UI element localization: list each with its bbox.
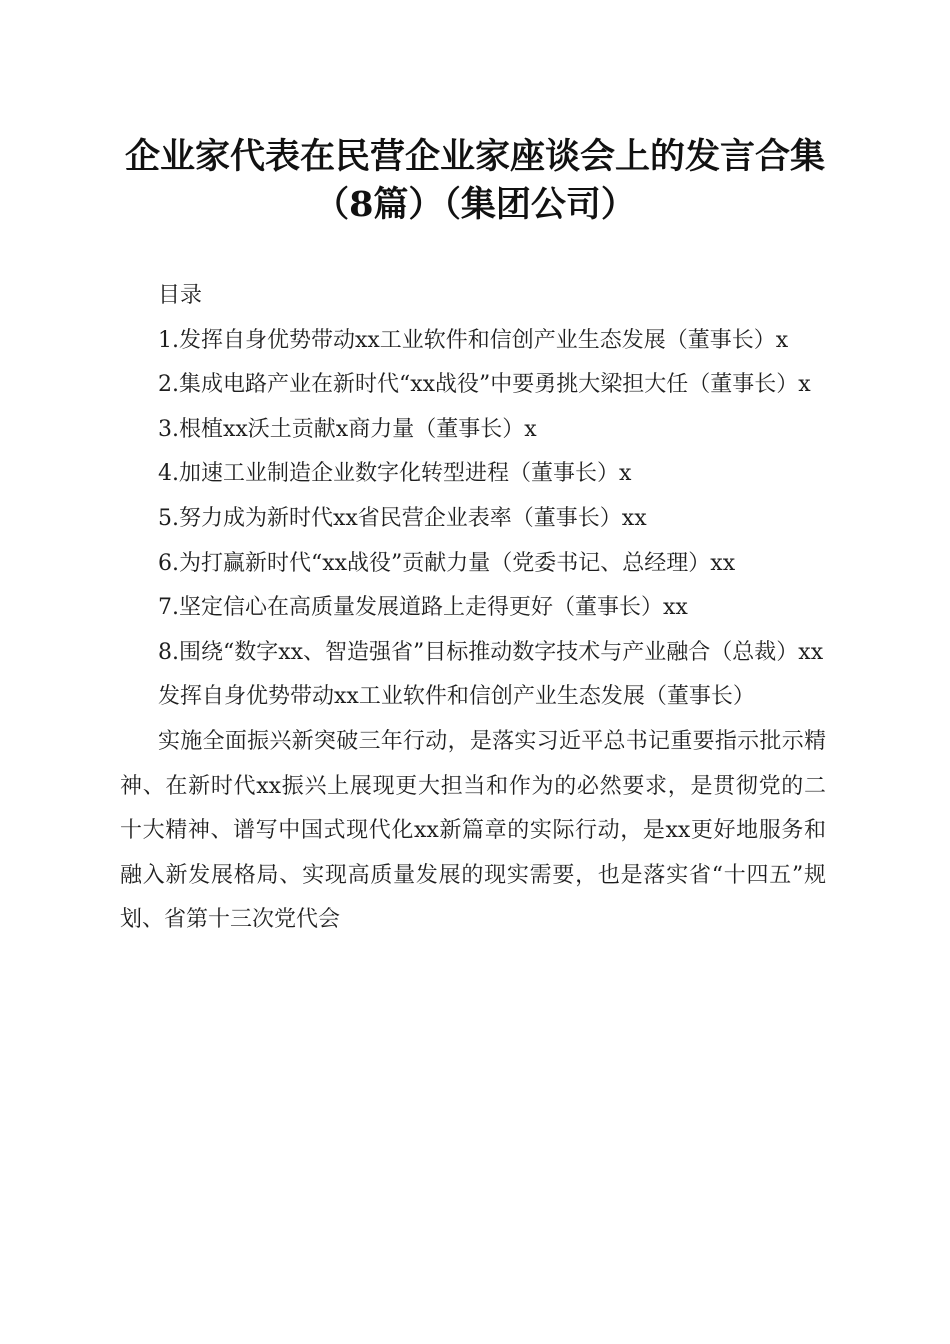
toc-item-3: 3.根植xx沃土贡献x商力量（董事长）x xyxy=(158,416,537,442)
toc-item-6: 6.为打赢新时代“xx战役”贡献力量（党委书记、总经理）xx xyxy=(158,550,736,576)
document-title-line-2: （8篇）（集团公司） xyxy=(314,184,636,225)
toc-heading: 目录 xyxy=(158,283,203,308)
toc-item-2: 2.集成电路产业在新时代“xx战役”中要勇挑大梁担大任（董事长）x xyxy=(158,372,811,398)
toc-item-8: 8.围绕“数字xx、智造强省”目标推动数字技术与产业融合（总裁）xx xyxy=(158,639,824,665)
toc-item-5: 5.努力成为新时代xx省民营企业表率（董事长）xx xyxy=(158,505,647,531)
toc-item-4: 4.加速工业制造企业数字化转型进程（董事长）x xyxy=(158,461,632,487)
section-heading: 发挥自身优势带动xx工业软件和信创产业生态发展（董事长） xyxy=(158,684,755,710)
document-body xyxy=(120,274,826,943)
toc-item-1: 1.发挥自身优势带动xx工业软件和信创产业生态发展（董事长）x xyxy=(158,327,789,353)
document-title-line-1: 企业家代表在民营企业家座谈会上的发言合集 xyxy=(124,136,825,177)
body-paragraph: 实施全面振兴新突破三年行动，是落实习近平总书记重要指示批示精神、在新时代xx振兴上展现更大担当和作为的必然要求，是贯彻党的二十大精神、谱写中国式现代化xx新篇章的实际行动，是xx更好地服务和融入新发展格局、实现高质量发展的现实需要，也是落实省“十四五”规划、省第十三次党代会 xyxy=(120,728,826,933)
toc-item-7: 7.坚定信心在高质量发展道路上走得更好（董事长）xx xyxy=(158,595,688,621)
